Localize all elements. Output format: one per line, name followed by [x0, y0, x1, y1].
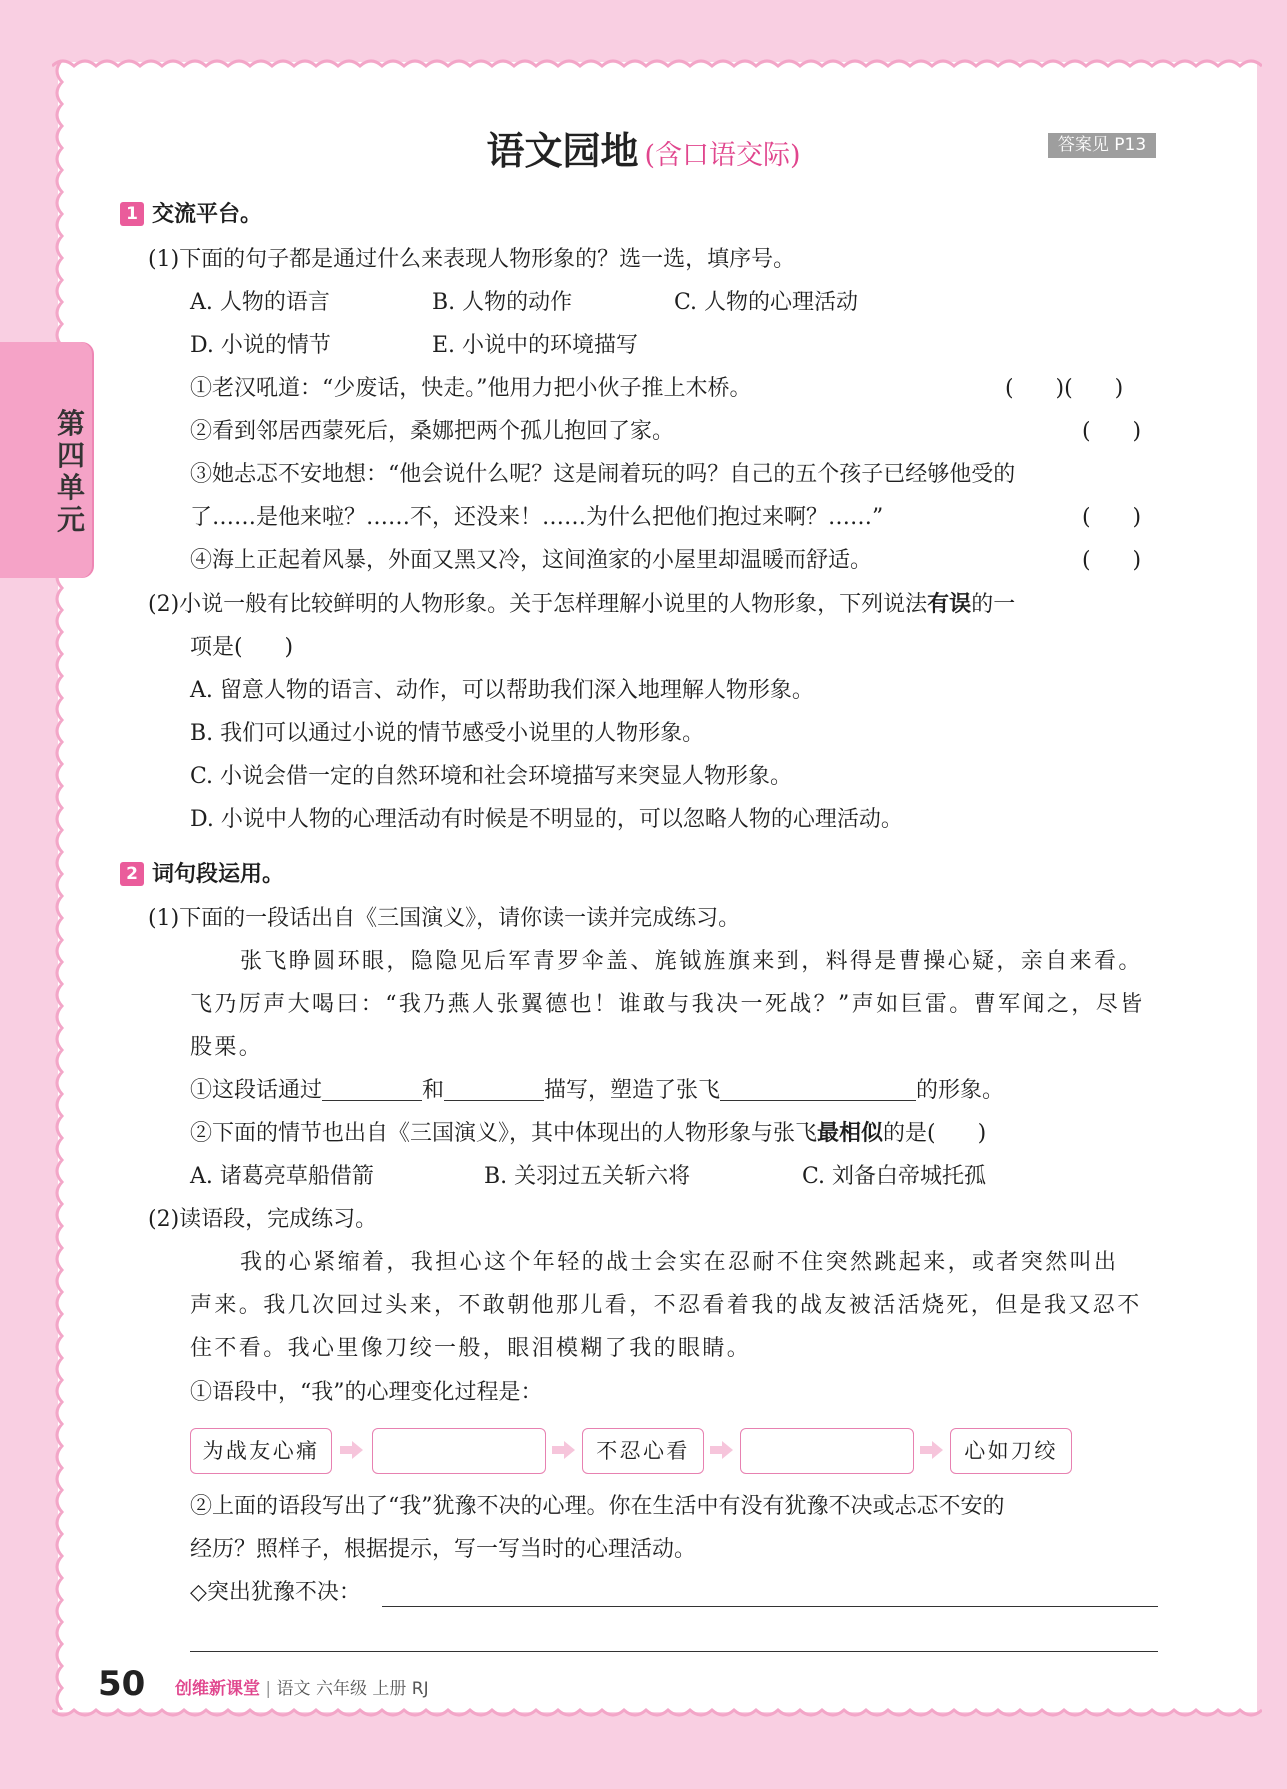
flow-arrow-icon — [920, 1440, 944, 1460]
sub-question-continued: 经历？照样子，根据提示，写一写当时的心理活动。 — [190, 1537, 697, 1562]
choice-text[interactable]: 的是( ) — [883, 1121, 987, 1146]
question-stem-continued[interactable]: 项是( ) — [190, 635, 294, 660]
fill-in-question — [190, 1076, 1004, 1106]
passage-line: 我的心紧缩着，我担心这个年轻的战士会实在忍耐不住突然跳起来，或者突然叫出 — [240, 1250, 1119, 1275]
page-subtitle: (含口语交际) — [644, 140, 801, 171]
section-2-heading — [120, 860, 284, 890]
stem-text: 的一 — [971, 592, 1016, 617]
answer-paren[interactable]: ( ) — [1082, 548, 1142, 573]
fill-blank[interactable] — [720, 1078, 916, 1101]
unit-side-tab-label: 第四单元 — [56, 407, 85, 536]
flow-blank-box[interactable] — [372, 1428, 546, 1474]
option-c: C. 刘备白帝城托孤 — [802, 1164, 987, 1189]
option-c: C. 小说会借一定的自然环境和社会环境描写来突显人物形象。 — [190, 764, 793, 789]
passage-line: 张飞睁圆环眼，隐隐见后军青罗伞盖、旄钺旌旗来到，料得是曹操心疑，亲自来看。 — [240, 949, 1143, 974]
passage-line: 住不看。我心里像刀绞一般，眼泪模糊了我的眼睛。 — [190, 1336, 752, 1361]
option-a: A. 留意人物的语言、动作，可以帮助我们深入地理解人物形象。 — [190, 678, 814, 703]
section-1-heading — [120, 200, 262, 230]
choice-text: ②下面的情节也出自《三国演义》，其中体现出的人物形象与张飞 — [190, 1121, 818, 1146]
passage-line: 声来。我几次回过头来，不敢朝他那儿看，不忍看着我的战友被活活烧死，但是我又忍不 — [190, 1293, 1142, 1318]
option-d: D. 小说的情节 — [190, 333, 331, 358]
sentence-item-continued: 了……是他来啦？……不，还没来！……为什么把他们抱过来啊？……” — [190, 505, 884, 530]
writing-prompt: ◇突出犹豫不决： — [190, 1580, 361, 1605]
answer-line[interactable] — [382, 1605, 1158, 1607]
sub-question: ②上面的语段写出了“我”犹豫不决的心理。你在生活中有没有犹豫不决或忐忑不安的 — [190, 1494, 1005, 1519]
stem-text: (2)小说一般有比较鲜明的人物形象。关于怎样理解小说里的人物形象，下列说法 — [148, 592, 928, 617]
question-stem: (2)读语段，完成练习。 — [148, 1207, 378, 1232]
option-e: E. 小说中的环境描写 — [432, 333, 639, 358]
fill-text: 和 — [422, 1078, 445, 1103]
fill-text: ①这段话通过 — [190, 1078, 323, 1103]
fill-text: 的形象。 — [916, 1078, 1005, 1103]
flow-step-box: 为战友心痛 — [190, 1428, 332, 1474]
choice-emphasis: 最相似 — [817, 1121, 884, 1146]
sentence-item: ④海上正起着风暴，外面又黑又冷，这间渔家的小屋里却温暖而舒适。 — [190, 548, 873, 573]
section-number-badge: 2 — [120, 862, 144, 886]
option-a: A. 人物的语言 — [190, 290, 330, 315]
passage-line: 股栗。 — [190, 1035, 264, 1060]
sentence-item: ①老汉吼道：“少废话，快走。”他用力把小伙子推上木桥。 — [190, 376, 752, 401]
fill-text: 描写，塑造了张飞 — [544, 1078, 721, 1103]
flow-step-box: 心如刀绞 — [950, 1428, 1072, 1474]
sub-question: ①语段中，“我”的心理变化过程是： — [190, 1380, 543, 1405]
option-d: D. 小说中人物的心理活动有时候是不明显的，可以忽略人物的心理活动。 — [190, 807, 903, 832]
section-number-badge: 1 — [120, 202, 144, 226]
option-b: B. 我们可以通过小说的情节感受小说里的人物形象。 — [190, 721, 705, 746]
fill-blank[interactable] — [444, 1078, 544, 1101]
answer-paren[interactable]: ( ) — [1082, 505, 1142, 530]
option-a: A. 诸葛亮草船借箭 — [190, 1164, 374, 1189]
question-stem — [148, 590, 1015, 620]
wavy-border-bottom — [52, 1704, 1262, 1724]
stem-emphasis: 有误 — [927, 592, 972, 617]
sentence-item: ③她忐忑不安地想：“他会说什么呢？这是闹着玩的吗？自己的五个孩子已经够他受的 — [190, 462, 1016, 487]
wavy-border-left — [48, 60, 68, 1710]
flow-blank-box[interactable] — [740, 1428, 914, 1474]
footer-brand: 创维新课堂 — [175, 1679, 260, 1699]
answer-reference-badge: 答案见 P13 — [1048, 133, 1156, 158]
section-title: 词句段运用。 — [152, 862, 285, 887]
question-stem: (1)下面的一段话出自《三国演义》，请你读一读并完成练习。 — [148, 906, 741, 931]
flow-arrow-icon — [552, 1440, 576, 1460]
flow-arrow-icon — [340, 1440, 364, 1460]
passage-line: 飞乃厉声大喝曰：“我乃燕人张翼德也！谁敢与我决一死战？”声如巨雷。曹军闻之，尽皆 — [190, 992, 1145, 1017]
footer-course-info: 语文 六年级 上册 RJ — [276, 1679, 429, 1699]
flow-step-box: 不忍心看 — [582, 1428, 704, 1474]
flow-arrow-icon — [710, 1440, 734, 1460]
sentence-item: ②看到邻居西蒙死后，桑娜把两个孤儿抱回了家。 — [190, 419, 675, 444]
footer-info: 创维新课堂 | 语文 六年级 上册 RJ — [175, 1679, 429, 1699]
option-c: C. 人物的心理活动 — [674, 290, 859, 315]
wavy-border-top — [52, 52, 1262, 72]
option-b: B. 关羽过五关斩六将 — [484, 1164, 691, 1189]
choice-question — [190, 1119, 986, 1149]
answer-paren[interactable]: ( ) — [1082, 419, 1142, 444]
fill-blank[interactable] — [322, 1078, 422, 1101]
page-number: 50 — [98, 1664, 146, 1704]
answer-paren[interactable]: ( )( ) — [1005, 376, 1124, 401]
answer-line[interactable] — [190, 1650, 1158, 1652]
section-title: 交流平台。 — [152, 202, 263, 227]
question-stem: (1)下面的句子都是通过什么来表现人物形象的？选一选，填序号。 — [148, 247, 796, 272]
option-b: B. 人物的动作 — [432, 290, 573, 315]
page-title: 语文园地 — [486, 129, 639, 173]
